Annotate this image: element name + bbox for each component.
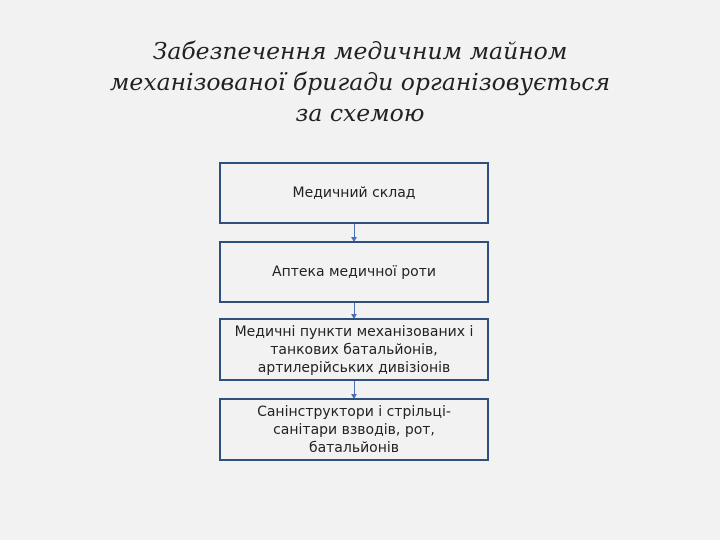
flow-box-text-line-3: артилерійських дивізіонів	[257, 359, 451, 376]
flow-box-text-line-2: санітари взводів, рот,	[273, 421, 435, 438]
title-line-3: за схемою	[295, 99, 425, 127]
flow-box-company-pharmacy	[219, 241, 489, 303]
flow-box-text-line-2: танкових батальйонів,	[270, 341, 438, 358]
flow-box-medics	[219, 398, 489, 461]
flow-box-text: Медичний склад	[292, 185, 416, 201]
flow-box-medical-warehouse	[219, 162, 489, 224]
flow-box-medical-posts	[219, 318, 489, 381]
flow-box-text: Аптека медичної роти	[272, 264, 436, 280]
connector-arrow	[354, 224, 355, 241]
flow-box-text-line-1: Санінструктори і стрільці-	[257, 403, 451, 420]
connector-arrow	[354, 381, 355, 398]
flow-box-text-line-3: батальйонів	[308, 439, 400, 456]
slide-title	[60, 36, 660, 129]
connector-arrow	[354, 303, 355, 318]
title-line-2: механізованої бригади організовується	[109, 68, 611, 96]
flow-box-text-line-1: Медичні пункти механізованих і	[234, 323, 474, 340]
title-line-1: Забезпечення медичним майном	[152, 37, 568, 65]
